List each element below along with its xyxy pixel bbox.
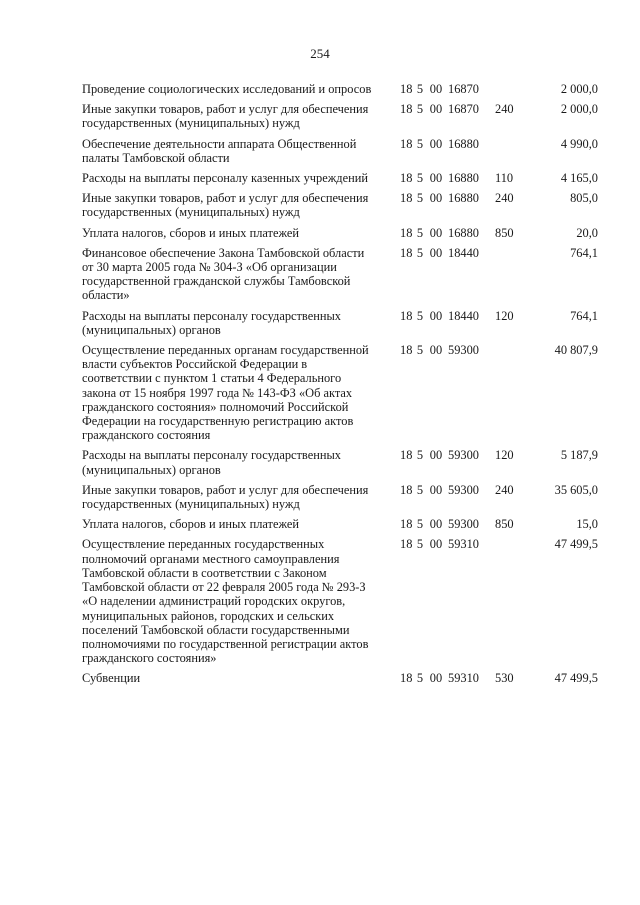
row-code-part-1: 18	[400, 191, 413, 206]
row-expense-type-code: 240	[495, 191, 514, 206]
row-name: Обеспечение деятельности аппарата Общественной палаты Тамбовской области	[82, 136, 357, 165]
row-code-part-4: 59300	[448, 517, 479, 532]
table-row	[82, 246, 602, 303]
row-amount: 47 499,5	[554, 671, 598, 686]
row-code-part-4: 59310	[448, 537, 479, 552]
row-code-part-1: 18	[400, 308, 413, 323]
table-row	[82, 102, 602, 130]
row-code-part-3: 00	[429, 245, 443, 260]
row-code-part-2: 5	[416, 102, 424, 117]
row-name: Осуществление переданных органам государственной власти субъектов Российской Федерации в соответствии с пунктом 1 статьи 4 Федерального закона от 15 ноября 1997 года № 143-ФЗ «Об актах гражданского состояния» полномочий Российской Федерации на государственную регистрацию актов гражданского состояния	[82, 343, 369, 443]
row-expense-type-code: 110	[495, 171, 514, 186]
row-expense-type-code: 530	[495, 671, 514, 686]
row-amount: 764,1	[570, 245, 598, 260]
row-amount: 40 807,9	[554, 343, 598, 358]
row-code-part-4: 18440	[448, 308, 479, 323]
row-code-part-1: 18	[400, 482, 413, 497]
table-row	[82, 483, 602, 511]
row-code-part-4: 59310	[448, 671, 479, 686]
row-code-part-3: 00	[429, 537, 443, 552]
row-code-part-3: 00	[429, 671, 443, 686]
row-code-part-3: 00	[429, 448, 443, 463]
row-code-part-4: 18440	[448, 245, 479, 260]
row-code-part-1: 18	[400, 343, 413, 358]
page-number: 254	[310, 46, 330, 61]
row-amount: 5 187,9	[560, 448, 598, 463]
table-row	[82, 137, 602, 165]
row-name: Субвенции	[82, 671, 141, 686]
row-name: Иные закупки товаров, работ и услуг для обеспечения государственных (муниципальных) нужд	[82, 102, 369, 131]
row-code-part-2: 5	[416, 136, 424, 151]
row-name: Иные закупки товаров, работ и услуг для обеспечения государственных (муниципальных) нужд	[82, 482, 369, 512]
row-code-part-2: 5	[416, 517, 424, 532]
row-amount: 20,0	[576, 225, 598, 240]
budget-table	[82, 82, 602, 692]
row-name: Проведение социологических исследований и опросов	[82, 82, 372, 96]
row-expense-type-code: 240	[495, 102, 514, 117]
row-code-part-4: 16870	[448, 102, 479, 117]
table-row	[82, 671, 602, 685]
row-code-part-4: 16880	[448, 136, 479, 151]
row-expense-type-code: 120	[495, 448, 514, 463]
row-code-part-3: 00	[429, 225, 443, 240]
row-code-part-4: 16880	[448, 171, 479, 186]
row-name: Уплата налогов, сборов и иных платежей	[82, 225, 300, 240]
row-code-part-2: 5	[416, 537, 424, 552]
row-code-part-3: 00	[429, 136, 443, 151]
row-name: Уплата налогов, сборов и иных платежей	[82, 517, 300, 532]
row-code-part-3: 00	[429, 82, 443, 96]
row-code-part-4: 16880	[448, 191, 479, 206]
row-code-part-2: 5	[416, 171, 424, 186]
row-code-part-4: 59300	[448, 343, 479, 358]
table-row	[82, 309, 602, 337]
row-code-part-2: 5	[416, 448, 424, 463]
row-amount: 2 000,0	[560, 102, 598, 117]
row-code-part-4: 16870	[448, 82, 479, 96]
row-code-part-1: 18	[400, 517, 413, 532]
row-code-part-2: 5	[416, 308, 424, 323]
row-name: Расходы на выплаты персоналу казенных учреждений	[82, 171, 368, 186]
row-expense-type-code: 240	[495, 482, 514, 497]
row-name: Иные закупки товаров, работ и услуг для обеспечения государственных (муниципальных) нужд	[82, 191, 369, 220]
row-code-part-1: 18	[400, 102, 413, 117]
row-amount: 15,0	[576, 517, 598, 532]
row-code-part-4: 16880	[448, 225, 479, 240]
row-code-part-1: 18	[400, 171, 413, 186]
row-name: Финансовое обеспечение Закона Тамбовской области от 30 марта 2005 года № 304-З «Об организации государственной гражданской службы Тамбовской области»	[82, 245, 365, 303]
row-code-part-1: 18	[400, 245, 413, 260]
row-name: Осуществление переданных государственных полномочий органами местного самоуправления Тамбовской области в соответствии с Законом Тамбовской области от 22 февраля 2005 года № 293-З «О наделении администраций городских округов, муниципальных районов, городских и сельских поселений Тамбовской области государственными полномочиями по государственной регистрации актов гражданского состояния»	[82, 537, 369, 666]
row-expense-type-code: 850	[495, 225, 514, 240]
table-row	[82, 82, 602, 96]
row-code-part-1: 18	[400, 448, 413, 463]
row-code-part-3: 00	[429, 308, 443, 323]
table-row	[82, 171, 602, 185]
row-amount: 764,1	[570, 308, 598, 323]
table-row	[82, 343, 602, 442]
row-code-part-2: 5	[416, 225, 424, 240]
row-code-part-1: 18	[400, 537, 413, 552]
row-amount: 4 165,0	[560, 171, 598, 186]
row-name: Расходы на выплаты персоналу государственных (муниципальных) органов	[82, 448, 341, 477]
table-row	[82, 537, 602, 665]
row-amount: 35 605,0	[554, 482, 598, 497]
row-code-part-2: 5	[416, 343, 424, 358]
row-amount: 47 499,5	[554, 537, 598, 552]
row-expense-type-code: 120	[495, 308, 514, 323]
row-code-part-1: 18	[400, 136, 413, 151]
row-code-part-3: 00	[429, 171, 443, 186]
row-amount: 805,0	[570, 191, 598, 206]
row-amount: 4 990,0	[560, 136, 598, 151]
row-code-part-2: 5	[416, 482, 424, 497]
table-row	[82, 226, 602, 240]
row-code-part-1: 18	[400, 671, 413, 686]
row-code-part-2: 5	[416, 245, 424, 260]
row-code-part-2: 5	[416, 191, 424, 206]
row-code-part-4: 59300	[448, 448, 479, 463]
row-name: Расходы на выплаты персоналу государственных (муниципальных) органов	[82, 308, 341, 337]
row-code-part-1: 18	[400, 82, 413, 96]
row-code-part-4: 59300	[448, 482, 479, 497]
row-code-part-3: 00	[429, 482, 443, 497]
row-code-part-3: 00	[429, 343, 443, 358]
row-code-part-1: 18	[400, 225, 413, 240]
table-row	[82, 448, 602, 476]
row-code-part-2: 5	[416, 671, 424, 686]
row-expense-type-code: 850	[495, 517, 514, 532]
row-amount: 2 000,0	[560, 82, 598, 96]
table-row	[82, 517, 602, 531]
row-code-part-2: 5	[416, 82, 424, 96]
row-code-part-3: 00	[429, 191, 443, 206]
row-code-part-3: 00	[429, 517, 443, 532]
table-row	[82, 191, 602, 219]
row-code-part-3: 00	[429, 102, 443, 117]
